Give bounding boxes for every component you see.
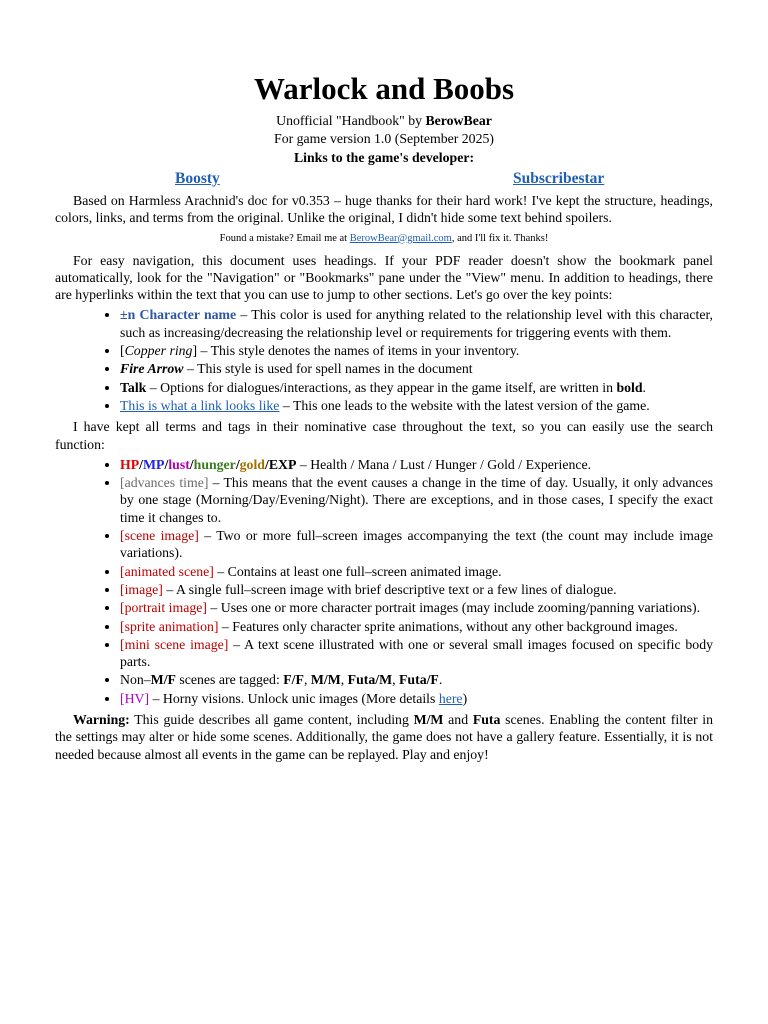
list-item: • ±n Character name – This color is used for anything related to the relationship level with this character, such as increasing/decreasing the relationship level or requirements for triggering events with them. [120,306,713,341]
sprite-animation-tag: [sprite animation] [120,618,219,634]
list-item: • [image] – A single full–screen image with brief descriptive text or a few lines of dialogue. [120,581,713,598]
talk-term: Talk [120,379,147,395]
warning-paragraph: Warning: This guide describes all game content, including M/M and Futa scenes. Enabling the content filter in the settings may alter or hide some scenes. Additionally, the game does not have a gallery feature. Essentially, it is not needed because almost all events in the game can be replayed. Play and enjoy! [55,712,713,762]
item-term: Copper ring [124,343,193,359]
mistake-note [55,232,713,246]
list-item: • Fire Arrow – This style is used for spell names in the document [120,360,713,377]
list-item: • [Copper ring] – This style denotes the names of items in your inventory. [120,342,713,359]
mistake-prefix: Found a mistake? Email me at [219,232,350,244]
animated-scene-tag: [animated scene] [120,563,214,579]
subtitle-author: BerowBear [425,113,492,128]
boosty-link[interactable]: Boosty [175,170,220,187]
scene-image-tag: [scene image] [120,528,199,544]
hv-details-link[interactable]: here [438,690,463,706]
lust-tag: lust [168,456,190,472]
list-item: • Talk – Options for dialogues/interactions, as they appear in the game itself, are written in bold. [120,379,713,396]
image-tag: [image] [120,581,163,597]
hunger-tag: hunger [193,456,236,472]
links-title: Links to the game's developer: [293,150,475,165]
list-item: • [portrait image] – Uses one or more character portrait images (may include zooming/panning variations). [120,599,713,616]
mp-tag: MP [143,456,165,472]
gold-tag: gold [239,456,265,472]
version-line: For game version 1.0 (September 2025) [274,131,494,146]
tags-list [55,456,713,707]
advances-time-tag: [advances time] [120,475,209,491]
developer-links [55,170,713,192]
list-item: • [scene image] – Two or more full–screen images accompanying the text (the count may include image variations). [120,527,713,562]
navigation-paragraph: For easy navigation, this document uses headings. If your PDF reader doesn't show the bookmark panel automatically, look for the "Navigation" or "Bookmarks" pane under the "View" menu. In addition to headings, there are hyperlinks within the text that you can use to jump to other sections. Let's go over the key points: [55,252,713,303]
list-item: • [animated scene] – Contains at least one full–screen animated image. [120,563,713,580]
subscribestar-link[interactable]: Subscribestar [513,170,605,187]
list-item: • HP/MP/lust/hunger/gold/EXP – Health / Mana / Lust / Hunger / Gold / Experience. [120,456,713,473]
subtitle-line [55,112,713,130]
list-item: • [sprite animation] – Features only character sprite animations, without any other background images. [120,618,713,635]
hp-tag: HP [120,456,140,472]
intro-paragraph: Based on Harmless Arachnid's doc for v0.353 – huge thanks for their hard work! I've kept the structure, headings, colors, links, and terms from the original. Unlike the original, I didn't hide some text behind spoilers. [55,193,713,226]
portrait-image-tag: [portrait image] [120,600,207,616]
spell-term: Fire Arrow [120,361,184,377]
hv-tag: [HV] [120,690,150,706]
warning-label: Warning: [73,712,130,728]
list-item: • Non–M/F scenes are tagged: F/F, M/M, Futa/M, Futa/F. [120,671,713,688]
list-item: • This is what a link looks like – This one leads to the website with the latest version of the game. [120,397,713,414]
list-item: • [HV] – Horny visions. Unlock unic images (More details here) [120,690,713,707]
mistake-suffix: , and I'll fix it. Thanks! [451,232,549,244]
subtitle-prefix: Unofficial "Handbook" by [276,113,426,128]
mini-scene-image-tag: [mini scene image] [120,636,229,652]
key-points-list [55,306,713,414]
list-item: • [advances time] – This means that the event causes a change in the time of day. Usually, it only advances by one stage (Morning/Day/Evening/Night). There are exceptions, and in those cases, I specify the exact time it changes to. [120,474,713,526]
tags-paragraph: I have kept all terms and tags in their nominative case throughout the text, so you can easily use the search function: [55,419,713,452]
exp-tag: EXP [268,456,297,472]
example-link[interactable]: This is what a link looks like [120,397,280,413]
relationship-term: ±n Character name [120,307,237,323]
email-link[interactable]: BerowBear@gmail.com [349,232,452,244]
list-item: • [mini scene image] – A text scene illustrated with one or several small images focused on specific body parts. [120,636,713,671]
document-title: Warlock and Boobs [253,71,515,106]
